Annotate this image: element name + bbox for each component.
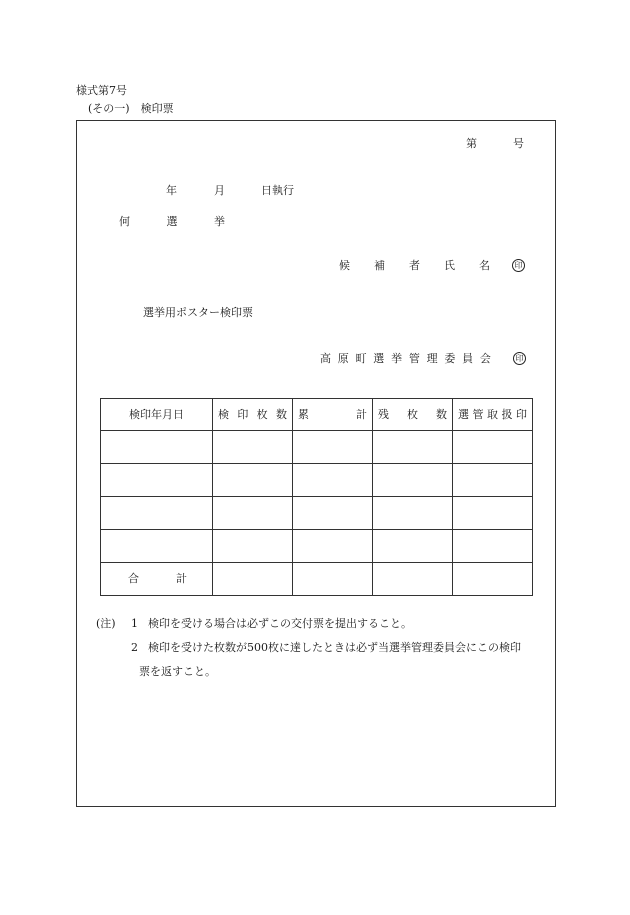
table-cell bbox=[293, 464, 373, 497]
header-char: 残 bbox=[378, 407, 389, 421]
table-cell bbox=[373, 530, 453, 563]
committee-char: 原 bbox=[337, 352, 349, 365]
number-suffix: 号 bbox=[513, 137, 524, 150]
date-year-label: 年 bbox=[166, 184, 177, 197]
date-execution-label: 日執行 bbox=[261, 184, 294, 197]
header-char: 数 bbox=[275, 407, 287, 421]
header-char: 枚 bbox=[256, 407, 268, 421]
committee-char: 選 bbox=[373, 352, 385, 365]
header-char: 扱 bbox=[501, 407, 513, 421]
table-cell bbox=[213, 530, 293, 563]
date-month-label: 月 bbox=[214, 184, 225, 197]
poster-title: 選挙用ポスター検印票 bbox=[143, 306, 253, 319]
note-2-number: 2 bbox=[131, 641, 138, 654]
table-cell bbox=[293, 431, 373, 464]
table-cell bbox=[101, 497, 213, 530]
table-total-row bbox=[101, 563, 533, 596]
table-cell bbox=[293, 563, 373, 596]
note-1-text: 検印を受ける場合は必ずこの交付票を提出すること。 bbox=[148, 617, 412, 630]
total-char: 計 bbox=[176, 572, 187, 586]
table-row bbox=[101, 497, 533, 530]
table-row bbox=[101, 464, 533, 497]
candidate-char: 候 bbox=[339, 259, 350, 272]
table-cell bbox=[101, 530, 213, 563]
number-prefix: 第 bbox=[466, 137, 477, 150]
notes-label: (注) bbox=[96, 617, 116, 630]
committee-char: 挙 bbox=[391, 352, 403, 365]
stamp-record-table bbox=[100, 398, 533, 596]
committee-char: 管 bbox=[408, 352, 420, 365]
committee-char: 町 bbox=[355, 352, 367, 365]
election-name bbox=[119, 215, 225, 228]
table-row bbox=[101, 431, 533, 464]
header-char: 枚 bbox=[407, 407, 418, 421]
table-cell bbox=[453, 497, 533, 530]
committee-line bbox=[320, 352, 526, 365]
election-char: 挙 bbox=[214, 215, 225, 228]
table-cell bbox=[213, 563, 293, 596]
table-row bbox=[101, 530, 533, 563]
candidate-name-line bbox=[339, 259, 526, 272]
table-cell bbox=[373, 497, 453, 530]
table-cell bbox=[453, 563, 533, 596]
table-cell bbox=[101, 464, 213, 497]
committee-char: 員 bbox=[462, 352, 474, 365]
header-stamp-count bbox=[213, 399, 293, 431]
table-cell bbox=[213, 497, 293, 530]
table-cell bbox=[293, 530, 373, 563]
table-cell bbox=[373, 563, 453, 596]
table-cell bbox=[373, 464, 453, 497]
election-char: 何 bbox=[119, 215, 130, 228]
candidate-char: 氏 bbox=[444, 259, 455, 272]
header-stamp-date: 検印年月日 bbox=[101, 399, 213, 431]
table-cell bbox=[453, 464, 533, 497]
header-commission-seal bbox=[453, 399, 533, 431]
header-char: 印 bbox=[516, 407, 527, 421]
total-char: 合 bbox=[128, 572, 139, 586]
committee-seal-icon: 印 bbox=[513, 352, 526, 365]
form-subtitle: (その一) 検印票 bbox=[88, 102, 174, 115]
header-char: 検 bbox=[218, 407, 229, 421]
form-number: 様式第7号 bbox=[76, 84, 127, 97]
table-cell bbox=[213, 431, 293, 464]
committee-char: 高 bbox=[320, 352, 331, 365]
document-number bbox=[466, 137, 524, 150]
candidate-seal-icon: 印 bbox=[512, 259, 525, 272]
header-char: 累 bbox=[298, 407, 309, 421]
table-header-row bbox=[101, 399, 533, 431]
committee-char: 理 bbox=[426, 352, 438, 365]
total-label bbox=[101, 563, 213, 596]
election-char: 選 bbox=[166, 215, 178, 228]
header-char: 数 bbox=[436, 407, 447, 421]
candidate-char: 者 bbox=[409, 259, 420, 272]
header-char: 選 bbox=[458, 407, 469, 421]
header-char: 印 bbox=[237, 407, 249, 421]
table-cell bbox=[293, 497, 373, 530]
header-char: 管 bbox=[472, 407, 484, 421]
committee-char: 会 bbox=[479, 352, 491, 365]
header-remaining bbox=[373, 399, 453, 431]
table-cell bbox=[373, 431, 453, 464]
table-cell bbox=[213, 464, 293, 497]
table-cell bbox=[453, 431, 533, 464]
note-2-text-line1: 検印を受けた枚数が500枚に達したときは必ず当選挙管理委員会にこの検印 bbox=[148, 641, 521, 654]
note-1-number: 1 bbox=[131, 617, 138, 630]
candidate-char: 補 bbox=[374, 259, 385, 272]
note-2-text-line2: 票を返すこと。 bbox=[139, 665, 216, 678]
candidate-char: 名 bbox=[479, 259, 490, 272]
table-cell bbox=[101, 431, 213, 464]
committee-char: 委 bbox=[444, 352, 456, 365]
header-cumulative bbox=[293, 399, 373, 431]
table-cell bbox=[453, 530, 533, 563]
header-char: 計 bbox=[356, 407, 367, 421]
header-char: 取 bbox=[487, 407, 498, 421]
